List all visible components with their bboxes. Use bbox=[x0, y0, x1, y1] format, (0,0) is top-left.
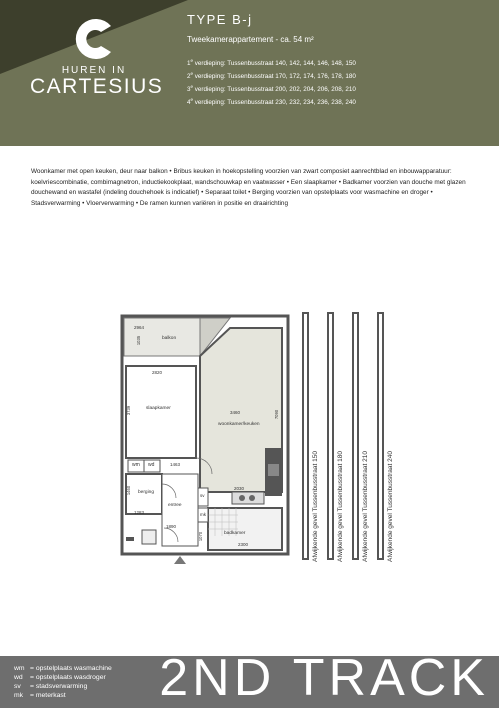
legend-item: sv = stadsverwarming bbox=[14, 683, 88, 690]
adjacent-wall-240 bbox=[375, 312, 394, 562]
room-label-slaapkamer: slaapkamer bbox=[146, 406, 171, 411]
adjacent-wall-label: Afwijkende gevel Tussenbusstraat 210 bbox=[362, 451, 369, 562]
wd-label: wd bbox=[148, 462, 155, 468]
legend-item: mk = meterkast bbox=[14, 692, 66, 699]
floor-list bbox=[187, 56, 356, 108]
room-label-badkamer: badkamer bbox=[224, 531, 246, 536]
floor-line: 4e verdieping: Tussenbusstraat 230, 232, 234, 236, 238, 240 bbox=[187, 97, 356, 107]
legend bbox=[14, 664, 112, 700]
sv-label: sv bbox=[200, 493, 205, 498]
floor-line: 1e verdieping: Tussenbusstraat 140, 142, 144, 146, 148, 150 bbox=[187, 58, 356, 68]
floorplan-drawing bbox=[120, 312, 295, 567]
woonkamer-depth: 7090 bbox=[274, 409, 280, 420]
logo-name: CARTESIUS bbox=[30, 75, 164, 98]
adjacent-wall-label: Afwijkende gevel Tussenbusstraat 240 bbox=[387, 451, 394, 562]
header-banner bbox=[0, 0, 499, 146]
berging-depth: 1460 bbox=[126, 485, 132, 496]
room-label-berging: berging bbox=[138, 490, 155, 495]
adjacent-wall-label: Afwijkende gevel Tussenbusstraat 180 bbox=[337, 451, 344, 562]
logo-subtitle: HUREN IN bbox=[61, 65, 127, 76]
footer-banner bbox=[0, 656, 499, 708]
balkon-depth: 1035 bbox=[136, 335, 142, 346]
slaapkamer-width: 2820 bbox=[152, 370, 163, 375]
footer-brand: 2ND TRACK bbox=[159, 656, 489, 707]
balkon-width: 2964 bbox=[134, 325, 145, 330]
hall-width: 1463 bbox=[170, 462, 181, 467]
adjacent-wall-150 bbox=[300, 312, 319, 562]
floorplan bbox=[120, 312, 295, 567]
wm-label: wm bbox=[132, 462, 140, 468]
adjacent-wall-180 bbox=[325, 312, 344, 562]
legend-item: wd = opstelplaats wasdroger bbox=[14, 674, 106, 681]
room-label-woonkamer: woonkamer/keuken bbox=[218, 422, 260, 427]
slaapkamer-depth: 3739 bbox=[126, 405, 132, 416]
room-label-entree: entree bbox=[168, 503, 182, 508]
floor-line: 2e verdieping: Tussenbusstraat 170, 172, 174, 176, 178, 180 bbox=[187, 71, 356, 81]
entree-depth: 1070 bbox=[198, 531, 204, 542]
entree-width: 1890 bbox=[166, 524, 177, 529]
kitchen-width: 2030 bbox=[234, 486, 245, 491]
berging-width: 1283 bbox=[134, 510, 145, 515]
page-subtitle: Tweekamerappartement - ca. 54 m² bbox=[187, 35, 314, 44]
logo bbox=[30, 16, 164, 98]
apartment-description: Woonkamer met open keuken, deur naar balkon • Bribus keuken in hoekopstelling voorzien van zwart composiet aanrechtblad en inbouwapparatuur: koelvriescombinatie, combimagnetron, inductiekookplaat, wandschouwkap en vaatwasser • Een slaapkamer • Badkamer voorzien van douche met glazen douchewand en wastafel (indeling douchehoek is indicatief) • Separaat toilet • Berging voorzien van opstelplaats voor wasmachine en droger • Stadsverwarming • Vloerverwarming • De ramen kunnen variëren in positie en draairichting bbox=[31, 168, 466, 207]
badkamer-width: 2300 bbox=[238, 542, 249, 547]
room-label-balkon: balkon bbox=[162, 336, 177, 341]
adjacent-wall-label: Afwijkende gevel Tussenbusstraat 150 bbox=[312, 451, 319, 562]
woonkamer-width: 3460 bbox=[230, 410, 241, 415]
floor-line: 3e verdieping: Tussenbusstraat 200, 202, 204, 206, 208, 210 bbox=[187, 84, 356, 94]
adjacent-wall-210 bbox=[350, 312, 369, 562]
page-title: TYPE B-j bbox=[187, 12, 253, 27]
mk-label: mk bbox=[200, 512, 206, 517]
legend-item: wm = opstelplaats wasmachine bbox=[14, 665, 112, 672]
cartesius-c-icon bbox=[71, 16, 117, 62]
